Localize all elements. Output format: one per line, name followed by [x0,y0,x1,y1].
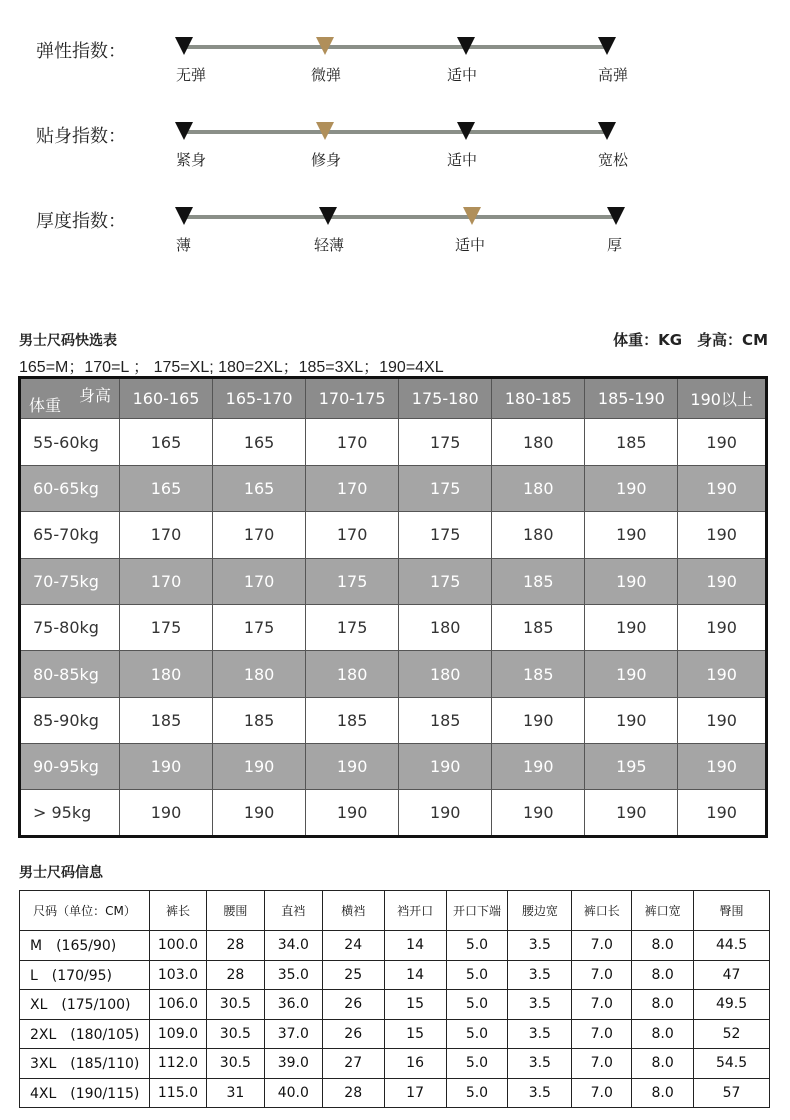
weight-cell: 70-75kg [20,558,120,604]
size-cell: 190 [678,465,767,511]
table-row [20,960,770,990]
weight-cell: > 95kg [20,790,120,837]
weight-cell: 75-80kg [20,604,120,650]
size-cell: 190 [399,744,492,790]
thickness-marker-1 [175,207,193,225]
size-cell: 190 [678,651,767,697]
thickness-marker-2 [319,207,337,225]
fit-point-1: 紧身 [176,151,207,169]
measure-cell: 16 [384,1049,446,1079]
size-label-cell: M (165/90) [20,931,150,961]
thickness-marker-4 [607,207,625,225]
size-cell: 175 [306,558,399,604]
size-cell: 185 [585,419,678,465]
measure-cell: 30.5 [206,1019,264,1049]
size-cell: 180 [399,604,492,650]
table-row [20,1049,770,1079]
size-cell: 170 [306,419,399,465]
thickness-line [184,215,618,219]
weight-cell: 65-70kg [20,512,120,558]
elasticity-point-1: 无弹 [176,66,207,84]
table-row [20,931,770,961]
fit-line [184,130,608,134]
size-cell: 190 [306,790,399,837]
size-cell: 175 [306,604,399,650]
measure-cell: 106.0 [149,990,206,1020]
size-cell: 180 [120,651,213,697]
size-cell: 190 [585,558,678,604]
size-cell: 185 [120,697,213,743]
size-cell: 175 [399,419,492,465]
measure-cell: 3.5 [508,1078,572,1108]
size-cell: 165 [120,465,213,511]
column-header: 185-190 [585,378,678,419]
weight-cell: 90-95kg [20,744,120,790]
info-header: 裤长 [149,891,206,931]
measure-cell: 5.0 [446,1049,508,1079]
size-cell: 190 [585,697,678,743]
elasticity-point-3: 适中 [447,66,478,84]
size-cell: 190 [678,512,767,558]
fit-point-4: 宽松 [598,151,629,169]
size-cell: 190 [585,790,678,837]
corner-cell [20,378,120,419]
size-cell: 170 [306,465,399,511]
size-cell: 190 [585,512,678,558]
table-row [20,604,767,650]
corner-weight-label: 体重 [29,396,62,416]
measure-cell: 8.0 [632,990,694,1020]
size-map: 165=M；170=L ； 175=XL; 180=2XL；185=3XL；190=4XL [19,359,444,376]
size-cell: 190 [678,419,767,465]
elasticity-marker-3 [457,37,475,55]
measure-cell: 31 [206,1078,264,1108]
measure-cell: 8.0 [632,1078,694,1108]
measure-cell: 15 [384,990,446,1020]
elasticity-point-4: 高弹 [598,66,629,84]
weight-cell: 55-60kg [20,419,120,465]
measure-cell: 28 [206,960,264,990]
weight-cell: 85-90kg [20,697,120,743]
fit-marker-4 [598,122,616,140]
column-header: 175-180 [399,378,492,419]
measure-cell: 7.0 [572,931,632,961]
measure-cell: 5.0 [446,960,508,990]
measure-cell: 24 [322,931,384,961]
fit-point-2: 修身 [311,151,342,169]
measure-cell: 15 [384,1019,446,1049]
thickness-point-4: 厚 [607,236,623,254]
fit-label: 贴身指数： [36,126,126,147]
measure-cell: 7.0 [572,1019,632,1049]
measure-cell: 8.0 [632,1019,694,1049]
measure-cell: 3.5 [508,931,572,961]
measure-cell: 47 [694,960,770,990]
fit-point-3: 适中 [447,151,478,169]
measure-cell: 30.5 [206,990,264,1020]
table-row [20,651,767,697]
measure-cell: 28 [322,1078,384,1108]
fit-marker-3 [457,122,475,140]
table-row [20,790,767,837]
size-cell: 185 [492,604,585,650]
measure-cell: 25 [322,960,384,990]
elasticity-marker-4 [598,37,616,55]
info-header: 开口下端 [446,891,508,931]
info-header: 直裆 [264,891,322,931]
column-header: 190以上 [678,378,767,419]
size-cell: 180 [492,512,585,558]
elasticity-line [184,45,608,49]
table-row [20,1078,770,1108]
size-cell: 175 [213,604,306,650]
size-cell: 165 [213,465,306,511]
size-cell: 170 [213,512,306,558]
column-header: 170-175 [306,378,399,419]
size-cell: 190 [678,604,767,650]
size-cell: 190 [399,790,492,837]
size-cell: 175 [399,558,492,604]
column-header: 180-185 [492,378,585,419]
quick-table-header [20,378,767,419]
measure-cell: 34.0 [264,931,322,961]
measure-cell: 40.0 [264,1078,322,1108]
size-cell: 190 [585,651,678,697]
measure-cell: 103.0 [149,960,206,990]
info-table-title: 男士尺码信息 [19,865,103,881]
size-cell: 190 [213,790,306,837]
measure-cell: 37.0 [264,1019,322,1049]
size-cell: 190 [678,744,767,790]
table-row [20,990,770,1020]
measure-cell: 14 [384,931,446,961]
size-label-cell: XL (175/100) [20,990,150,1020]
measure-cell: 14 [384,960,446,990]
weight-cell: 60-65kg [20,465,120,511]
size-cell: 190 [213,744,306,790]
size-label-cell: 2XL (180/105) [20,1019,150,1049]
size-cell: 190 [306,744,399,790]
measure-cell: 8.0 [632,960,694,990]
size-cell: 175 [399,465,492,511]
thickness-label: 厚度指数： [36,211,126,232]
info-header: 裤口长 [572,891,632,931]
size-cell: 170 [120,558,213,604]
table-row [20,744,767,790]
corner-height-label: 身高 [78,386,111,405]
measure-cell: 7.0 [572,1049,632,1079]
measure-cell: 8.0 [632,931,694,961]
size-cell: 190 [492,790,585,837]
info-header: 臀围 [694,891,770,931]
size-cell: 185 [213,697,306,743]
measure-cell: 26 [322,990,384,1020]
size-cell: 165 [213,419,306,465]
measure-cell: 7.0 [572,990,632,1020]
info-header: 腰边宽 [508,891,572,931]
size-cell: 180 [492,419,585,465]
measure-cell: 5.0 [446,990,508,1020]
thickness-point-1: 薄 [176,236,192,254]
size-cell: 180 [399,651,492,697]
quick-table-title: 男士尺码快选表 [19,333,117,349]
size-cell: 195 [585,744,678,790]
size-cell: 190 [492,697,585,743]
elasticity-label: 弹性指数： [36,41,126,62]
size-cell: 180 [492,465,585,511]
size-cell: 165 [120,419,213,465]
info-header: 腰围 [206,891,264,931]
quick-table-units: 体重：KG 身高：CM [613,331,768,349]
thickness-point-2: 轻薄 [314,236,345,254]
size-cell: 170 [120,512,213,558]
measure-cell: 27 [322,1049,384,1079]
size-cell: 185 [492,651,585,697]
size-cell: 180 [213,651,306,697]
size-cell: 180 [306,651,399,697]
measure-cell: 30.5 [206,1049,264,1079]
size-cell: 190 [585,465,678,511]
size-cell: 190 [120,790,213,837]
thickness-point-3: 适中 [455,236,486,254]
measure-cell: 115.0 [149,1078,206,1108]
size-label-cell: 3XL (185/110) [20,1049,150,1079]
measure-cell: 28 [206,931,264,961]
info-header: 裆开口 [384,891,446,931]
measure-cell: 3.5 [508,1019,572,1049]
table-row [20,465,767,511]
size-cell: 185 [492,558,585,604]
measure-cell: 57 [694,1078,770,1108]
size-cell: 190 [585,604,678,650]
size-cell: 190 [678,558,767,604]
measure-cell: 112.0 [149,1049,206,1079]
table-row [20,419,767,465]
info-header: 尺码（单位：CM） [20,891,150,931]
measure-cell: 109.0 [149,1019,206,1049]
thickness-marker-3-active [463,207,481,225]
measure-cell: 5.0 [446,1078,508,1108]
measure-cell: 3.5 [508,990,572,1020]
measure-cell: 7.0 [572,1078,632,1108]
measure-cell: 100.0 [149,931,206,961]
elasticity-point-2: 微弹 [311,66,342,84]
measure-cell: 39.0 [264,1049,322,1079]
measure-cell: 44.5 [694,931,770,961]
quick-size-table [18,376,768,838]
size-cell: 190 [678,697,767,743]
measure-cell: 7.0 [572,960,632,990]
column-header: 165-170 [213,378,306,419]
info-table-header [20,891,770,931]
measure-cell: 54.5 [694,1049,770,1079]
measure-cell: 3.5 [508,1049,572,1079]
weight-cell: 80-85kg [20,651,120,697]
info-header: 横裆 [322,891,384,931]
size-cell: 175 [399,512,492,558]
size-cell: 175 [120,604,213,650]
size-cell: 190 [678,790,767,837]
size-cell: 190 [120,744,213,790]
measure-cell: 52 [694,1019,770,1049]
measure-cell: 36.0 [264,990,322,1020]
measure-cell: 5.0 [446,931,508,961]
size-label-cell: 4XL (190/115) [20,1078,150,1108]
measure-cell: 3.5 [508,960,572,990]
measure-cell: 8.0 [632,1049,694,1079]
size-cell: 190 [492,744,585,790]
size-cell: 185 [306,697,399,743]
table-row [20,1019,770,1049]
elasticity-marker-1 [175,37,193,55]
column-header: 160-165 [120,378,213,419]
table-row [20,558,767,604]
size-label-cell: L (170/95) [20,960,150,990]
measure-cell: 49.5 [694,990,770,1020]
fit-marker-2-active [316,122,334,140]
measure-cell: 35.0 [264,960,322,990]
size-cell: 170 [306,512,399,558]
table-row [20,512,767,558]
measure-cell: 26 [322,1019,384,1049]
table-row [20,697,767,743]
size-cell: 170 [213,558,306,604]
measure-cell: 17 [384,1078,446,1108]
fit-marker-1 [175,122,193,140]
size-info-table [19,890,770,1108]
info-header: 裤口宽 [632,891,694,931]
size-cell: 185 [399,697,492,743]
elasticity-marker-2-active [316,37,334,55]
measure-cell: 5.0 [446,1019,508,1049]
